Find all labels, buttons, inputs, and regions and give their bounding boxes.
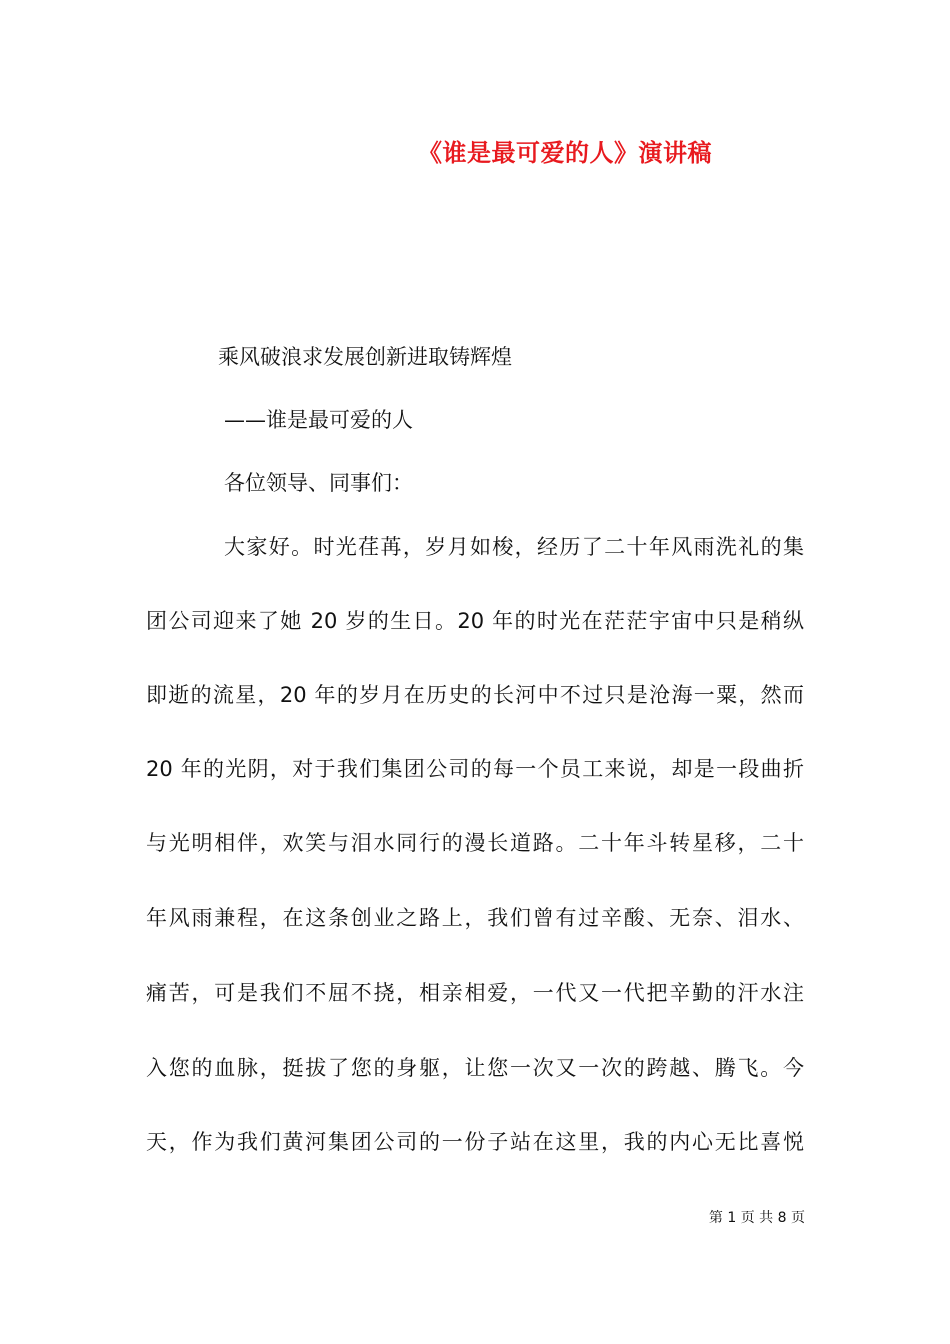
paragraph-line: 大家好。时光荏苒，岁月如梭，经历了二十年风雨洗礼的集 xyxy=(224,535,804,559)
paragraph-line: 年风雨兼程，在这条创业之路上，我们曾有过辛酸、无奈、泪水、 xyxy=(146,906,804,930)
paragraph-line: 即逝的流星，20 年的岁月在历史的长河中不过只是沧海一粟，然而 xyxy=(146,683,804,707)
paragraph-line: 与光明相伴，欢笑与泪水同行的漫长道路。二十年斗转星移，二十 xyxy=(146,831,804,855)
document-title: 《谁是最可爱的人》演讲稿 xyxy=(418,139,712,167)
paragraph-line: 痛苦，可是我们不屈不挠，相亲相爱，一代又一代把辛勤的汗水注 xyxy=(146,981,804,1005)
paragraph-line: 20 年的光阴，对于我们集团公司的每一个员工来说，却是一段曲折 xyxy=(146,757,804,781)
speech-subtitle: 乘风破浪求发展创新进取铸辉煌 xyxy=(218,345,512,369)
speech-subheading: ——谁是最可爱的人 xyxy=(224,408,413,432)
paragraph-line: 入您的血脉，挺拔了您的身躯，让您一次又一次的跨越、腾飞。今 xyxy=(146,1056,804,1080)
page-number: 第 1 页 共 8 页 xyxy=(708,1210,805,1226)
paragraph-line: 天，作为我们黄河集团公司的一份子站在这里，我的内心无比喜悦 xyxy=(146,1130,804,1154)
paragraph-line: 团公司迎来了她 20 岁的生日。20 年的时光在茫茫宇宙中只是稍纵 xyxy=(146,609,804,633)
greeting: 各位领导、同事们： xyxy=(224,471,413,495)
